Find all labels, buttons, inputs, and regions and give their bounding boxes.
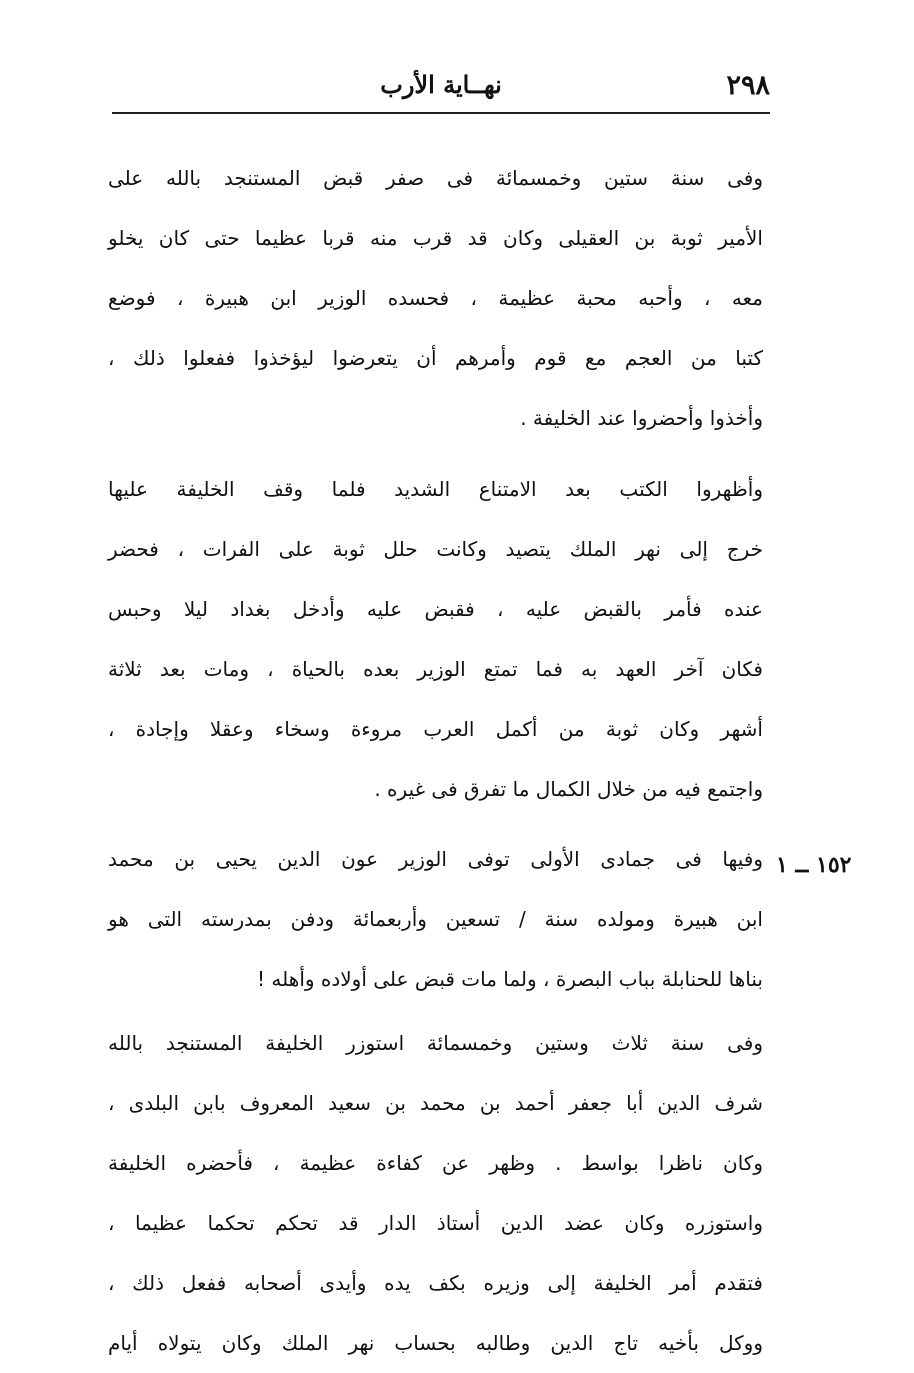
text-line: الأمير ثوبة بن العقيلى وكان قد قرب منه قربا عظيما حتى كان يخلو [108, 226, 763, 250]
page-header [112, 60, 770, 110]
text-line: وفى سنة ستين وخمسمائة فى صفر قبض المستنجد بالله على [108, 166, 763, 190]
text-line: ابن هبيرة ومولده سنة / تسعين وأربعمائة ودفن بمدرسته التى هو [108, 907, 763, 931]
header-rule [112, 112, 770, 114]
text-line: كتبا من العجم مع قوم وأمرهم أن يتعرضوا ليؤخذوا ففعلوا ذلك ، [108, 346, 763, 370]
text-line: فتقدم أمر الخليفة إلى وزيره بكف يده وأيدى أصحابه ففعل ذلك ، [108, 1271, 763, 1295]
paragraph-2 [108, 459, 763, 819]
text-line: ووكل بأخيه تاج الدين وطالبه بحساب نهر الملك وكان يتولاه أيام [108, 1331, 763, 1355]
paragraph-3 [108, 829, 763, 1009]
text-line: بناها للحنابلة بباب البصرة ، ولما مات قبض على أولاده وأهله ! [257, 967, 763, 991]
paragraph-4 [108, 1013, 763, 1373]
text-line: عنده فأمر بالقبض عليه ، فقبض عليه وأدخل بغداد ليلا وحبس [108, 597, 763, 621]
text-line: شرف الدين أبا جعفر أحمد بن محمد بن سعيد المعروف بابن البلدى ، [108, 1091, 763, 1115]
running-title: نهــاية الأرب [380, 70, 502, 99]
text-line: فكان آخر العهد به فما تمتع الوزير بعده بالحياة ، ومات بعد ثلاثة [108, 657, 763, 681]
body-text [108, 148, 763, 1373]
text-line: واستوزره وكان عضد الدين أستاذ الدار قد تحكم تحكما عظيما ، [108, 1211, 763, 1235]
margin-note: ١٥٢ ــ ١ [776, 852, 852, 878]
text-line: واجتمع فيه من خلال الكمال ما تفرق فى غيره . [374, 777, 763, 801]
text-line: أشهر وكان ثوبة من أكمل العرب مروءة وسخاء وعقلا وإجادة ، [108, 717, 763, 741]
text-line: وفى سنة ثلاث وستين وخمسمائة استوزر الخليفة المستنجد بالله [108, 1031, 763, 1055]
text-line: وكان ناظرا بواسط . وظهر عن كفاءة عظيمة ، فأحضره الخليفة [108, 1151, 763, 1175]
text-line: خرج إلى نهر الملك يتصيد وكانت حلل ثوبة على الفرات ، فحضر [108, 537, 763, 561]
text-line: وفيها فى جمادى الأولى توفى الوزير عون الدين يحيى بن محمد [108, 847, 763, 871]
text-line: وأظهروا الكتب بعد الامتناع الشديد فلما وقف الخليفة عليها [108, 477, 763, 501]
paragraph-1 [108, 148, 763, 448]
text-line: وأخذوا وأحضروا عند الخليفة . [520, 406, 763, 430]
page-number: ٢٩٨ [726, 70, 770, 101]
text-line: معه ، وأحبه محبة عظيمة ، فحسده الوزير ابن هبيرة ، فوضع [108, 286, 763, 310]
